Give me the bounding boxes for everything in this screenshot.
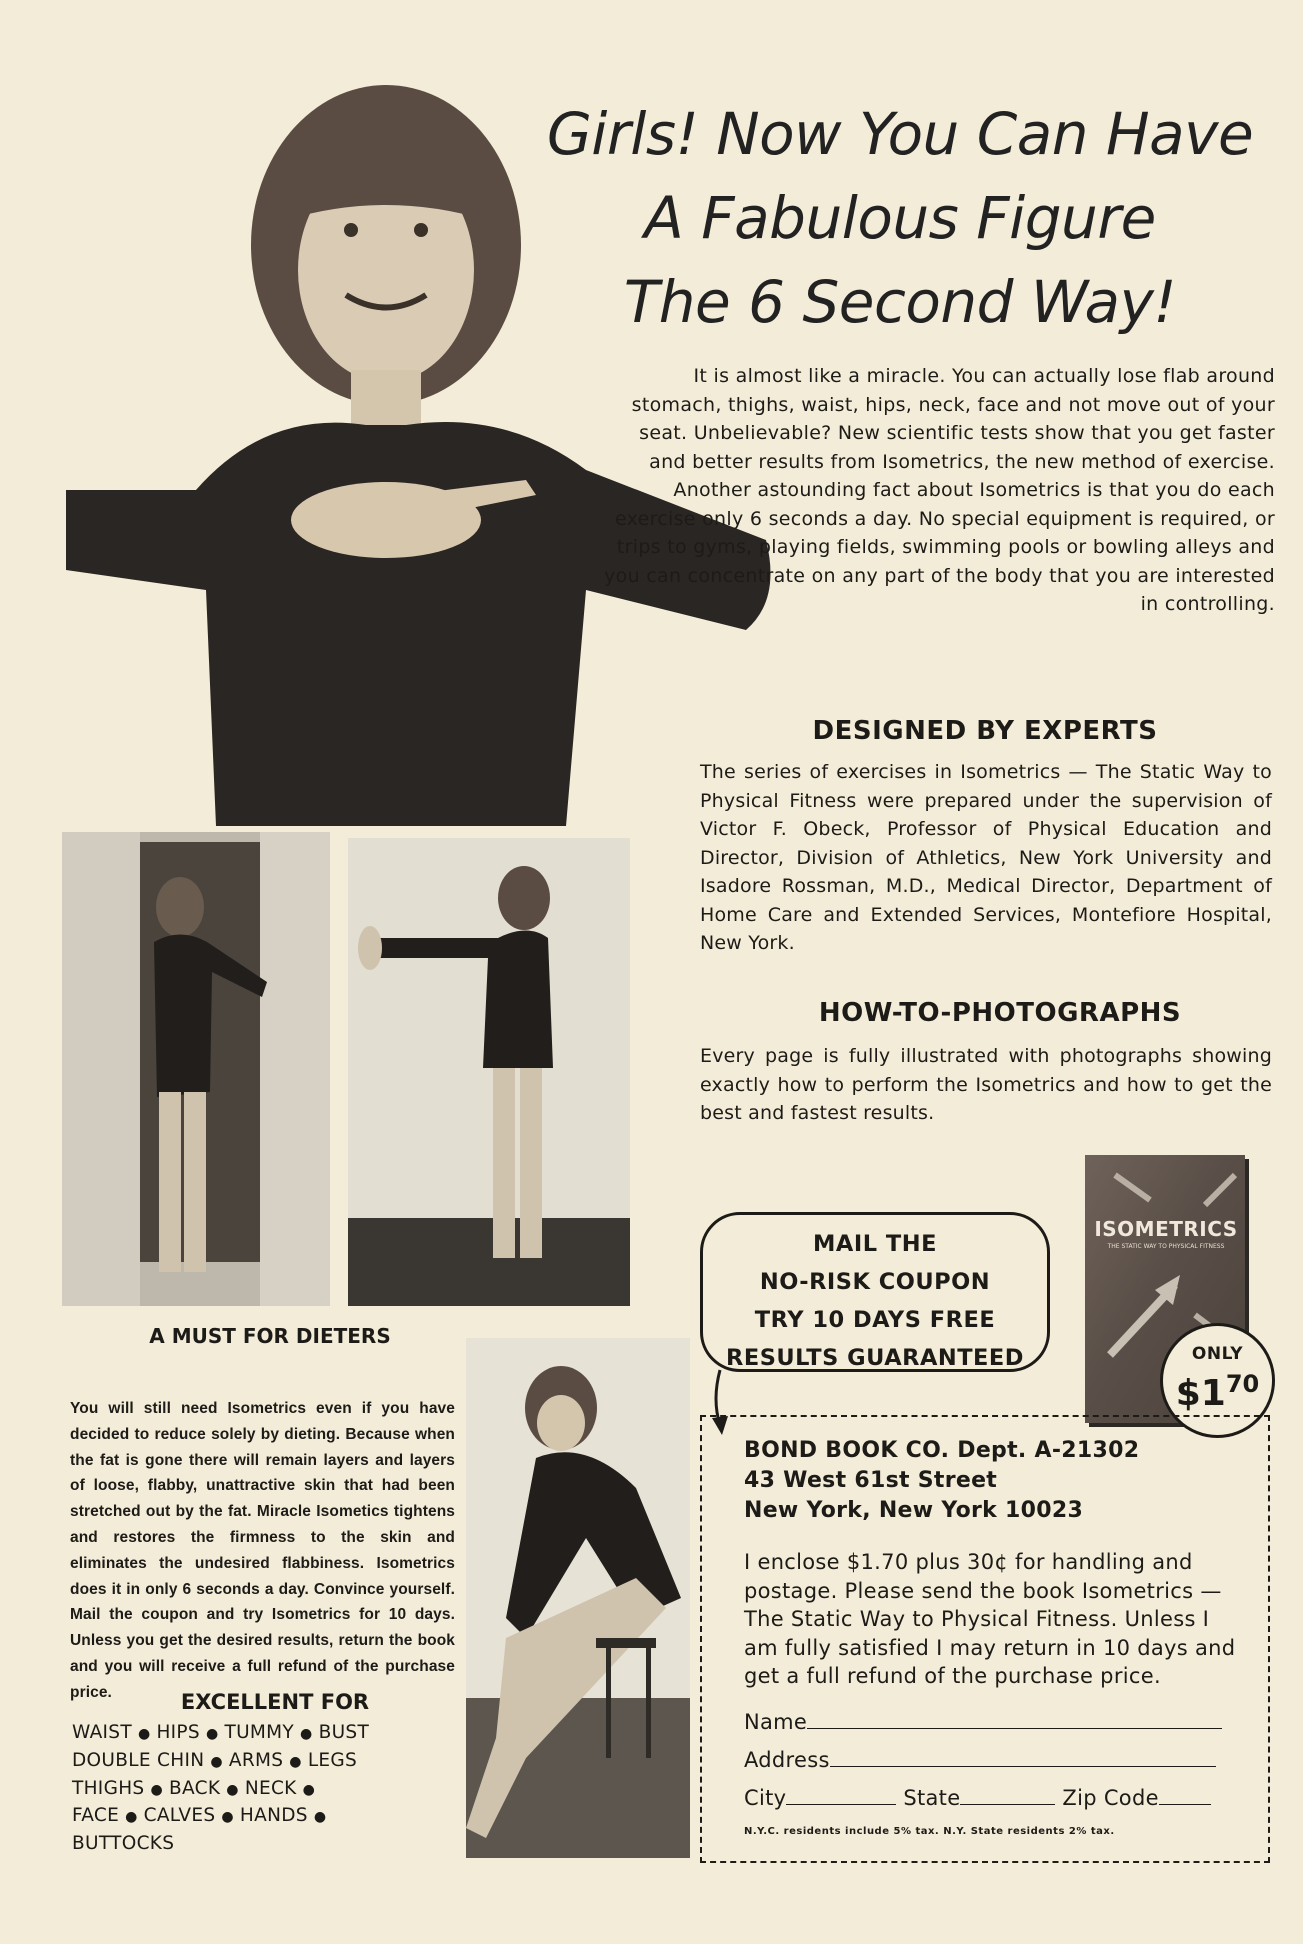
excellent-line	[72, 1803, 472, 1831]
headline-line-2: A Fabulous Figure	[644, 184, 1156, 252]
bullet-icon: ●	[226, 1781, 239, 1798]
name-label: Name	[744, 1710, 808, 1734]
body-part: TUMMY	[224, 1722, 295, 1743]
excellent-title: EXCELLENT FOR	[180, 1690, 370, 1714]
excellent-line	[72, 1776, 472, 1804]
excellent-list	[72, 1720, 472, 1857]
bullet-icon: ●	[300, 1726, 313, 1742]
bullet-icon: ●	[150, 1781, 163, 1798]
bullet-icon: ●	[210, 1753, 223, 1770]
body-part: BUST	[318, 1722, 370, 1743]
bullet-icon: ●	[125, 1809, 138, 1826]
book-title: ISOMETRICS	[1094, 1217, 1238, 1241]
address-label: Address	[744, 1748, 830, 1772]
bullet-icon: ●	[137, 1726, 151, 1742]
excellent-line	[72, 1831, 472, 1857]
bullet-icon: ●	[313, 1809, 327, 1826]
howto-title: HOW-TO-PHOTOGRAPHS	[818, 998, 1182, 1028]
howto-body: Every page is fully illustrated with photographs showing exactly how to perform the Isometrics and how to get the best and fastest results.	[700, 1045, 1272, 1124]
callout-line-3: TRY 10 DAYS FREE	[754, 1307, 996, 1333]
dieters-title: A MUST FOR DIETERS	[149, 1324, 391, 1348]
city-label: City	[744, 1786, 787, 1810]
coupon-address-line: New York, New York 10023	[744, 1498, 1084, 1523]
state-label: State	[903, 1786, 961, 1810]
excellent-line	[72, 1748, 472, 1776]
experts-title: DESIGNED BY EXPERTS	[812, 716, 1158, 746]
body-part: BUTTOCKS	[72, 1833, 175, 1855]
photo-doorway-exercise	[62, 832, 330, 1306]
state-line[interactable]	[960, 1786, 1055, 1805]
coupon-address	[744, 1436, 1264, 1526]
body-part: CALVES	[143, 1805, 216, 1827]
body-part: FACE	[72, 1805, 120, 1827]
callout-line-1: MAIL THE	[813, 1231, 937, 1257]
callout-line-4: RESULTS GUARANTEED	[726, 1345, 1024, 1371]
body-part: BACK	[169, 1777, 221, 1799]
body-part: LEGS	[307, 1749, 358, 1771]
price-only-label: ONLY	[1191, 1344, 1244, 1364]
dieters-body: You will still need Isometrics even if you have decided to reduce solely by dieting. Because when the fat is gone there will remain layers and layers of loose, flabby, unattractive skin that had been stretched out by the fat. Miracle Isometics tightens and restores the firmness to the skin and eliminates the undesired flabbiness. Isometrics does it in only 6 seconds a day. Convince yourself. Mail the coupon and try Isometrics for 10 days. Unless you get the desired results, return the book and you will receive a full refund of the purchase price.	[70, 1400, 455, 1701]
headline-line-1: Girls! Now You Can Have	[546, 100, 1254, 168]
body-part: THIGHS	[72, 1777, 145, 1799]
coupon-address-line: 43 West 61st Street	[744, 1468, 998, 1493]
name-field[interactable]	[744, 1710, 1222, 1734]
body-part: WAIST	[72, 1722, 132, 1743]
body-part: NECK	[244, 1777, 297, 1799]
zip-label: Zip Code	[1062, 1786, 1159, 1810]
address-field[interactable]	[744, 1748, 1216, 1772]
price-value	[1163, 1364, 1272, 1414]
intro-paragraph: It is almost like a miracle. You can actually lose flab around stomach, thighs, waist, hips, neck, face and not move out of your seat. Unbelievable? New scientific tests show that you get faster and better results from Isometrics, the new method of exercise. Another astounding fact about Isometrics is that you do each exercise only 6 seconds a day. No special equipment is required, or trips to gyms, playing fields, swimming pools or bowling alleys and you can concentrate on any part of the body that you are interested in controlling.	[604, 365, 1275, 615]
photo-wall-push-exercise	[348, 838, 630, 1306]
bullet-icon: ●	[302, 1781, 316, 1798]
price-cents: 70	[1225, 1370, 1260, 1398]
photo-seated-stretch	[466, 1338, 690, 1858]
zip-line[interactable]	[1159, 1786, 1211, 1805]
book-subtitle: THE STATIC WAY TO PHYSICAL FITNESS	[1107, 1243, 1225, 1250]
body-part: HANDS	[239, 1805, 308, 1827]
coupon-body: I enclose $1.70 plus 30¢ for handling and postage. Please send the book Isometrics — The Static Way to Physical Fitness. Unless I am fully satisfied I may return in 10 days and get a full refund of the purchase price.	[744, 1550, 1236, 1688]
city-state-zip-field[interactable]	[744, 1786, 1211, 1810]
address-line[interactable]	[830, 1748, 1216, 1767]
headline-line-3: The 6 Second Way!	[623, 268, 1177, 336]
city-line[interactable]	[786, 1786, 896, 1805]
body-part: HIPS	[156, 1722, 200, 1743]
experts-body: The series of exercises in Isometrics — The Static Way to Physical Fitness were prepared under the supervision of Victor F. Obeck, Professor of Physical Education and Director, Division of Athletics, New York University and Isadore Rossman, M.D., Medical Director, Department of Home Care and Extended Services, Montefiore Hospital, New York.	[700, 761, 1272, 954]
price-dollars: $1	[1175, 1373, 1226, 1414]
body-part: DOUBLE CHIN	[72, 1749, 205, 1771]
bullet-icon: ●	[289, 1753, 302, 1770]
headline	[520, 92, 1280, 344]
coupon-address-line: BOND BOOK CO. Dept. A-21302	[744, 1438, 1140, 1463]
name-line[interactable]	[807, 1710, 1222, 1729]
bullet-icon: ●	[205, 1726, 219, 1742]
callout-line-2: NO-RISK COUPON	[759, 1269, 991, 1295]
excellent-line	[72, 1720, 472, 1748]
tax-note: N.Y.C. residents include 5% tax. N.Y. State residents 2% tax.	[744, 1826, 1115, 1837]
body-part: ARMS	[228, 1749, 284, 1771]
bullet-icon: ●	[221, 1809, 234, 1826]
